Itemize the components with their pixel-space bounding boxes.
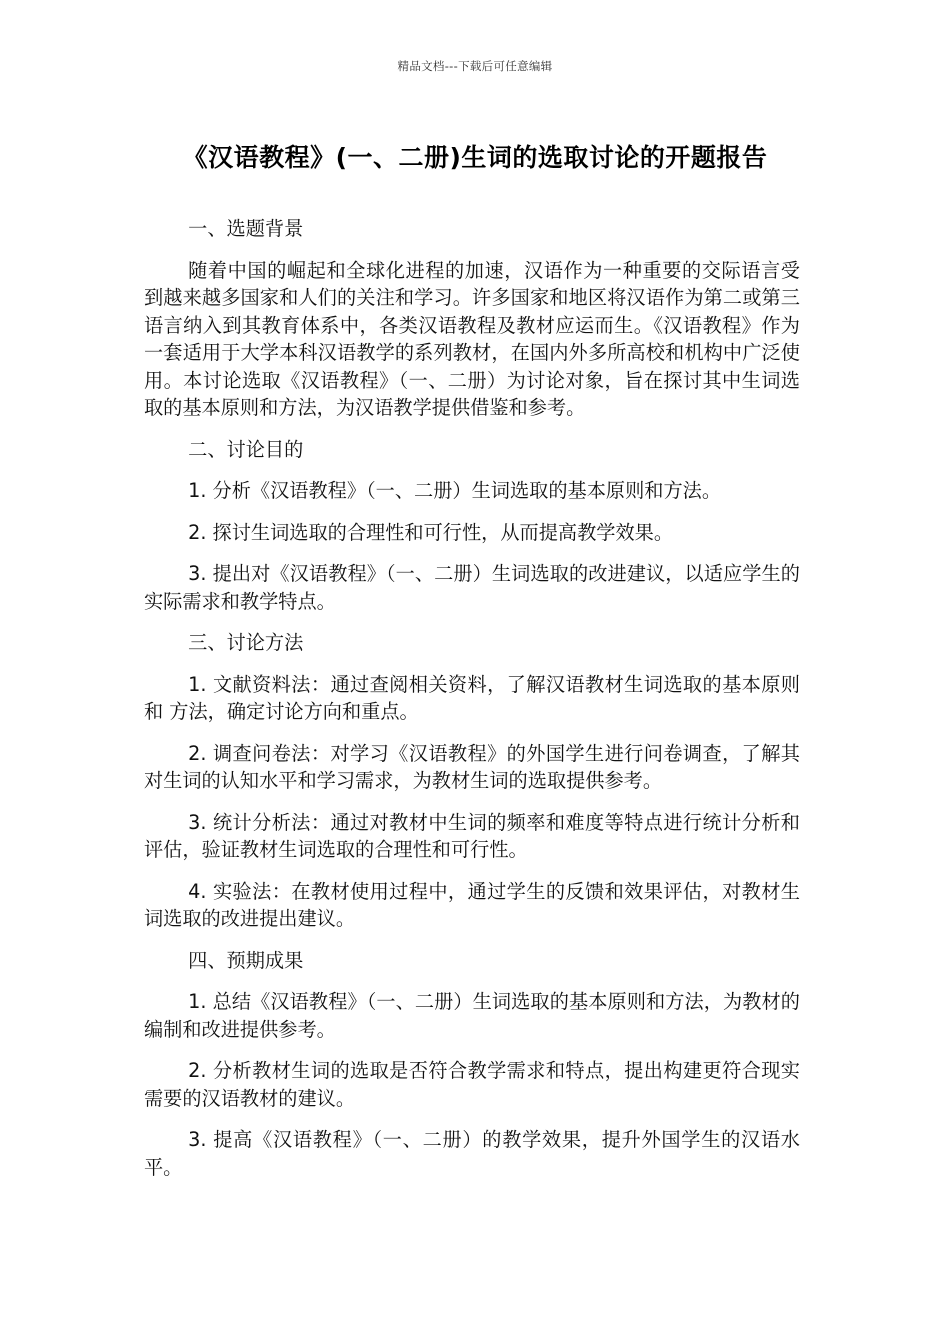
header-note: 精品文档---下载后可任意编辑	[397, 59, 553, 73]
method-item: 3. 统计分析法：通过对教材中生词的频率和难度等特点进行统计分析和评估，验证教材生词选取的合理性和可行性。	[144, 810, 800, 861]
purpose-item: 1. 分析《汉语教程》（一、二册）生词选取的基本原则和方法。	[188, 479, 722, 502]
outcome-item: 3. 提高《汉语教程》（一、二册）的教学效果，提升外国学生的汉语水平。	[144, 1128, 800, 1179]
purpose-item: 3. 提出对《汉语教程》（一、二册）生词选取的改进建议，以适应学生的实际需求和教学特点。	[144, 562, 800, 613]
method-item: 2. 调查问卷法：对学习《汉语教程》的外国学生进行问卷调查，了解其对生词的认知水平和学习需求，为教材生词的选取提供参考。	[144, 741, 800, 792]
background-paragraph: 随着中国的崛起和全球化进程的加速，汉语作为一种重要的交际语言受到越来越多国家和人们的关注和学习。许多国家和地区将汉语作为第二或第三语言纳入到其教育体系中，各类汉语教程及教材应运而生。《汉语教程》作为一套适用于大学本科汉语教学的系列教材，在国内外多所高校和机构中广泛使用。本讨论选取《汉语教程》（一、二册）为讨论对象，旨在探讨其中生词选取的基本原则和方法，为汉语教学提供借鉴和参考。	[144, 258, 800, 419]
document-body	[144, 215, 800, 1195]
method-item: 1. 文献资料法：通过查阅相关资料，了解汉语教材生词选取的基本原则和 方法，确定讨论方向和重点。	[144, 672, 800, 723]
section-heading-background: 一、选题背景	[188, 217, 304, 240]
document-title: 《汉语教程》(一、二册)生词的选取讨论的开题报告	[182, 143, 768, 172]
outcome-item: 1. 总结《汉语教程》（一、二册）生词选取的基本原则和方法，为教材的编制和改进提供参考。	[144, 990, 800, 1041]
section-heading-purpose: 二、讨论目的	[188, 437, 304, 461]
purpose-item: 2. 探讨生词选取的合理性和可行性，从而提高教学效果。	[188, 520, 674, 544]
section-heading-outcomes: 四、预期成果	[188, 948, 304, 972]
outcome-item: 2. 分析教材生词的选取是否符合教学需求和特点，提出构建更符合现实需要的汉语教材的建议。	[144, 1059, 800, 1110]
method-item: 4. 实验法：在教材使用过程中，通过学生的反馈和效果评估，对教材生词选取的改进提出建议。	[144, 879, 800, 930]
section-heading-method: 三、讨论方法	[188, 631, 304, 654]
